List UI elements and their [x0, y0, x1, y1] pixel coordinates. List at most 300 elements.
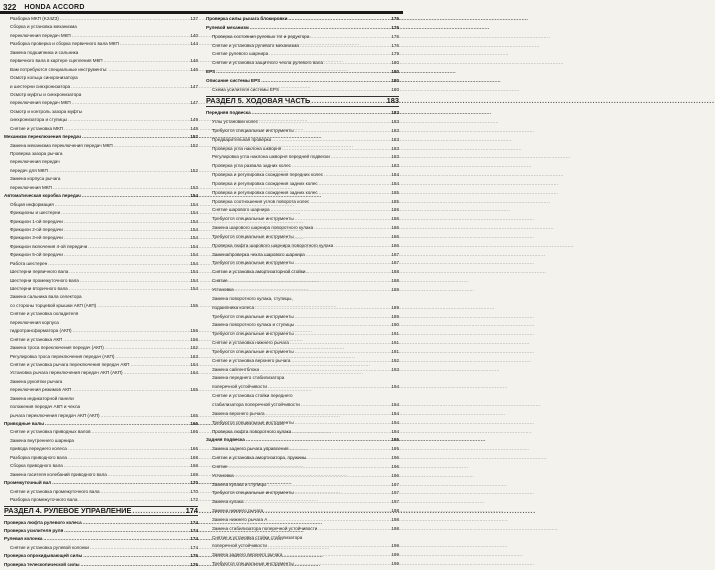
- toc-entry: [4, 345, 198, 351]
- toc-dot-leader: [269, 51, 390, 57]
- header-rule: [0, 11, 403, 14]
- toc-entry-title: Проверка люфта рулевого колеса: [4, 519, 82, 525]
- toc-entry-title: Проверка зазора рычага: [10, 151, 63, 156]
- toc-dot-leader: [268, 543, 390, 549]
- toc-entry-title: Сборка и установка механизма: [10, 24, 77, 30]
- toc-entry-title: Замена кулака и ступицы: [212, 481, 267, 487]
- toc-entry-title: Фрикционы и шестерни: [10, 210, 61, 216]
- toc-entry-title: Требуются специальные инструменты: [212, 260, 294, 266]
- toc-entry: [206, 517, 399, 523]
- toc-entry: [206, 181, 399, 187]
- toc-entry: [4, 252, 198, 258]
- toc-entry-title: РАЗДЕЛ 5. ХОДОВАЯ ЧАСТЬ: [206, 96, 311, 106]
- toc-entry: [206, 340, 399, 346]
- toc-subsection-entry: [4, 134, 198, 140]
- toc-page-number: 187: [391, 251, 399, 257]
- toc-dot-leader: [264, 508, 390, 514]
- toc-page-number: 154: [190, 218, 198, 224]
- toc-entry-title: Снятие и установка промежуточного вала: [10, 488, 100, 494]
- toc-page-number: 192: [391, 357, 399, 363]
- toc-page-number: 186: [391, 233, 399, 239]
- toc-entry: [206, 260, 399, 266]
- toc-entry: [4, 185, 198, 191]
- toc-entry: [4, 109, 198, 115]
- toc-entry-title: и шестерни синхронизатора: [10, 83, 71, 89]
- toc-entry-title: Снятие и установка амортизатора, пружины: [212, 455, 307, 461]
- toc-page-number: 199: [391, 552, 399, 558]
- toc-dot-leader: [235, 473, 391, 479]
- toc-dot-leader: [295, 314, 391, 320]
- toc-page-number: 195: [391, 446, 399, 452]
- toc-entry-title: Фрикцион 3-ей передачи: [10, 235, 63, 241]
- toc-entry: [206, 358, 399, 364]
- toc-dot-leader: [108, 472, 189, 478]
- toc-entry-title: Снятие и установка рулевой колонки: [10, 544, 89, 550]
- toc-dot-leader: [295, 561, 391, 567]
- toc-entry-title: Замена рукоятки рычага: [10, 378, 63, 384]
- toc-dot-leader: [301, 402, 390, 408]
- toc-dot-leader: [271, 207, 391, 213]
- toc-entry-title: РАЗДЕЛ 4. РУЛЕВОЕ УПРАВЛЕНИЕ: [4, 505, 132, 515]
- toc-page-number: 149: [190, 125, 198, 131]
- toc-dot-leader: [124, 370, 190, 376]
- toc-entry: [4, 261, 198, 267]
- toc-page-number: 155: [190, 302, 198, 308]
- toc-dot-leader: [290, 340, 390, 346]
- toc-dot-leader: [310, 199, 390, 205]
- toc-entry-title: Автоматическая коробка передач: [4, 193, 81, 199]
- toc-entry-title: Проверка опрокидывающей силы: [4, 553, 83, 559]
- toc-dot-leader: [334, 243, 390, 249]
- toc-entry-title: Установка рычага переключения передач АКП (АКП): [10, 370, 123, 376]
- toc-entry: [4, 126, 198, 132]
- page-header: [0, 0, 403, 14]
- toc-entry-title: Проверка и регулировка схождения задних колес: [212, 180, 318, 186]
- toc-entry-title: Разборка МКП (K24Z3): [10, 16, 59, 21]
- toc-page-number: 183: [391, 163, 399, 169]
- toc-page-number: 174: [190, 536, 198, 542]
- toc-entry-title: Требуются специальные инструменты: [212, 561, 294, 567]
- toc-dot-leader: [64, 463, 190, 469]
- toc-page-number: 165: [190, 387, 198, 393]
- toc-entry-title: Замена внутреннего шарнира: [10, 437, 74, 443]
- toc-entry: [206, 216, 399, 222]
- toc-entry: [206, 349, 399, 355]
- toc-entry-title: Описание системы EPS: [206, 77, 261, 83]
- toc-entry-title: Шестерни вторичного вала: [10, 286, 68, 291]
- toc-entry-title: Осмотр кольца синхронизатора: [10, 75, 78, 81]
- toc-subsection-entry: [4, 528, 198, 534]
- toc-entry: [206, 429, 399, 435]
- toc-page-number: 186: [391, 216, 399, 222]
- toc-page-number: 176: [190, 553, 198, 559]
- toc-dot-leader: [295, 128, 391, 134]
- toc-dot-leader: [246, 437, 390, 443]
- toc-page-number: 185: [391, 189, 399, 195]
- toc-entry-title: Замена поворотного кулака и ступицы: [212, 322, 295, 328]
- toc-dot-leader: [290, 446, 391, 452]
- toc-entry-title: Замена троса переключения передач (АКП): [10, 345, 104, 351]
- toc-entry: [4, 219, 198, 225]
- toc-left-column: [4, 16, 198, 568]
- toc-page-number: 176: [391, 42, 399, 48]
- toc-dot-leader: [300, 43, 390, 49]
- toc-dot-leader: [216, 69, 390, 75]
- toc-entry: [4, 497, 198, 503]
- toc-entry: [206, 119, 399, 125]
- toc-entry: [206, 51, 399, 57]
- toc-entry: [206, 482, 399, 488]
- toc-dot-leader: [288, 16, 390, 22]
- toc-entry-title: Снятие: [212, 463, 228, 469]
- toc-page-number: 193: [391, 366, 399, 372]
- toc-page-number: 195: [391, 437, 399, 443]
- toc-page-number: 166: [190, 446, 198, 452]
- toc-entry: [4, 328, 198, 334]
- toc-entry-title: Снятие: [212, 278, 228, 284]
- toc-entry: [206, 455, 399, 461]
- toc-entry: [206, 278, 399, 284]
- toc-page-number: 183: [391, 145, 399, 151]
- toc-dot-leader: [268, 384, 390, 390]
- toc-page-number: 154: [190, 260, 198, 266]
- toc-dot-leader: [64, 235, 190, 241]
- toc-entry: [4, 143, 198, 149]
- toc-entry: [4, 210, 198, 216]
- toc-entry: [206, 199, 399, 205]
- toc-entry: [4, 337, 198, 343]
- toc-subsection-entry: [4, 480, 198, 486]
- toc-entry-title: Требуются специальные инструменты: [212, 490, 294, 496]
- toc-entry-title: Работа шестерен: [10, 260, 48, 266]
- toc-section-heading: [206, 96, 399, 107]
- toc-entry-title: Разборка приводного вала: [10, 454, 67, 460]
- toc-entry: [206, 154, 399, 160]
- toc-entry-title: EPS: [206, 69, 216, 75]
- toc-entry-title: Замена нижнего рычага А: [212, 516, 268, 522]
- toc-entry-title: Фрикцион 5-ой передачи: [10, 252, 63, 258]
- toc-entry: [4, 429, 198, 435]
- toc-dot-leader: [291, 358, 390, 364]
- toc-entry-title: Снятие и установка АКП: [10, 336, 63, 342]
- toc-dot-leader: [90, 545, 189, 551]
- toc-entry-title: передач для МКП: [10, 167, 48, 173]
- toc-section-heading: [4, 506, 198, 517]
- toc-page-number: 176: [391, 16, 399, 21]
- toc-dot-leader: [81, 562, 190, 568]
- toc-page-number: 170: [190, 480, 198, 486]
- toc-entry-title: Рулевой механизм: [206, 24, 249, 30]
- toc-page-number: 164: [190, 370, 198, 376]
- toc-entry-title: Требуются специальные инструменты: [212, 233, 294, 239]
- toc-subsection-entry: [4, 520, 198, 526]
- toc-entry-title: привода переднего колеса: [10, 446, 67, 452]
- toc-entry-title: Промежуточный вал: [4, 480, 52, 486]
- toc-entry: [4, 379, 198, 385]
- toc-page-number: 156: [190, 328, 198, 334]
- toc-entry: [4, 58, 198, 64]
- toc-entry: [206, 543, 399, 549]
- toc-page-number: 153: [190, 184, 198, 190]
- toc-page-number: 186: [391, 225, 399, 231]
- toc-entry: [4, 396, 198, 402]
- toc-dot-leader: [72, 387, 189, 393]
- toc-dot-leader: [295, 322, 390, 328]
- toc-dot-leader: [114, 143, 190, 149]
- toc-entry: [206, 402, 399, 408]
- toc-entry: [4, 100, 198, 106]
- toc-page-number: 162: [190, 345, 198, 351]
- toc-page-number: 191: [391, 348, 399, 354]
- toc-dot-leader: [69, 269, 189, 275]
- toc-page-number: 183: [391, 118, 399, 124]
- toc-page-number: 183: [391, 127, 399, 133]
- toc-page-number: 194: [391, 410, 399, 416]
- toc-dot-leader: [259, 119, 390, 125]
- toc-entry: [206, 375, 399, 381]
- toc-entry-title: Установка: [212, 287, 234, 292]
- toc-dot-leader: [267, 482, 390, 488]
- toc-entry-title: Шестерни первичного вала: [10, 269, 69, 275]
- toc-page-number: 163: [190, 353, 198, 359]
- toc-page-number: 172: [190, 496, 198, 502]
- toc-entry: [206, 43, 399, 49]
- toc-page-number: 152: [190, 134, 198, 140]
- toc-dot-leader: [295, 349, 391, 355]
- toc-entry: [4, 455, 198, 461]
- toc-dot-leader: [64, 126, 189, 132]
- toc-entry-title: Снятие и установка верхнего рычага: [212, 357, 291, 363]
- toc-entry-title: поперечной устойчивости: [212, 384, 267, 390]
- toc-entry: [206, 252, 399, 258]
- toc-entry-title: Вам потребуются специальные инструменты:: [10, 66, 108, 72]
- toc-page-number: 144: [190, 41, 198, 47]
- toc-dot-leader: [283, 552, 390, 558]
- toc-entry: [206, 234, 399, 240]
- toc-dot-leader: [235, 287, 391, 293]
- toc-dot-leader: [282, 146, 390, 152]
- toc-dot-leader: [306, 269, 390, 275]
- toc-entry-title: Проверка угла наклона шкворня: [212, 145, 282, 151]
- toc-dot-leader: [63, 337, 189, 343]
- toc-page-number: 198: [391, 525, 399, 531]
- toc-dot-leader: [68, 455, 189, 461]
- toc-dot-leader: [43, 536, 189, 542]
- toc-entry-title: Проверка угла развала задних колес: [212, 163, 291, 169]
- toc-dot-leader: [292, 163, 390, 169]
- toc-entry-title: Замена нижнего рычага: [212, 508, 264, 514]
- toc-page-number: 166: [190, 421, 198, 426]
- toc-entry: [206, 314, 399, 320]
- toc-dot-leader: [55, 202, 190, 208]
- toc-page-number: 166: [190, 429, 198, 435]
- toc-page-number: 152: [190, 142, 198, 148]
- toc-page-number: 154: [190, 252, 198, 258]
- toc-right-column: [206, 16, 399, 568]
- toc-page-number: 137: [190, 16, 198, 21]
- toc-page-number: 196: [391, 463, 399, 469]
- toc-entry-title: Разборка промежуточного вала: [10, 496, 78, 502]
- toc-entry: [4, 387, 198, 393]
- toc-page-number: 154: [190, 226, 198, 232]
- toc-entry-title: Замена поворотного кулака, ступицы,: [212, 295, 293, 301]
- toc-page-number: 198: [391, 516, 399, 522]
- toc-entry: [4, 370, 198, 376]
- toc-dot-leader: [72, 33, 190, 39]
- toc-dot-leader: [97, 303, 189, 309]
- toc-page-number: 194: [391, 419, 399, 425]
- toc-page-number: 186: [391, 242, 399, 248]
- toc-entry-title: Фрикцион включения 4-ой передачи: [10, 243, 88, 249]
- toc-entry-title: Снятие и установка защитного чехла рулевого вала: [212, 60, 324, 66]
- toc-dot-leader: [295, 331, 391, 337]
- toc-page-number: 189: [391, 313, 399, 319]
- toc-entry: [4, 286, 198, 292]
- toc-dot-leader: [64, 252, 190, 258]
- toc-dot-leader: [245, 499, 391, 505]
- toc-entry: [4, 159, 198, 165]
- toc-entry-title: переключения передач МКП: [10, 100, 71, 106]
- toc-entry: [4, 472, 198, 478]
- toc-dot-leader: [45, 421, 189, 427]
- toc-entry-title: Требуются специальные инструменты: [212, 419, 294, 425]
- toc-dot-leader: [295, 490, 391, 496]
- toc-entry: [4, 294, 198, 300]
- toc-entry: [206, 384, 399, 390]
- toc-page-number: 140: [190, 32, 198, 38]
- toc-page-number: 154: [190, 269, 198, 275]
- toc-page-number: 164: [190, 361, 198, 367]
- toc-entry: [4, 50, 198, 56]
- toc-entry: [4, 362, 198, 368]
- toc-entry-title: Замена механизма переключения передач МКП: [10, 142, 113, 148]
- toc-entry: [206, 243, 399, 249]
- toc-entry-title: переключения передач МКП: [10, 32, 71, 38]
- toc-entry: [4, 24, 198, 30]
- toc-page-number: 189: [391, 287, 399, 292]
- toc-page-number: 149: [190, 117, 198, 123]
- toc-dot-leader: [68, 446, 190, 452]
- toc-entry: [206, 60, 399, 66]
- toc-entry-title: первичного вала в картере сцепления МКП: [10, 58, 103, 64]
- toc-subsection-entry: [206, 78, 399, 84]
- toc-entry-title: Замена гасителя колебаний приводного вала: [10, 471, 107, 477]
- toc-entry: [4, 354, 198, 360]
- toc-page-number: 146: [190, 58, 198, 64]
- toc-page-number: 165: [190, 412, 198, 418]
- toc-entry-title: Снятие и установка охладителя: [10, 311, 79, 317]
- toc-entry-title: Замена переднего стабилизатора: [212, 375, 285, 381]
- toc-entry-title: Замена корпуса рычага: [10, 176, 61, 182]
- toc-dot-leader: [101, 489, 190, 495]
- toc-subsection-entry: [206, 16, 399, 22]
- toc-entry: [206, 393, 399, 399]
- toc-dot-leader: [88, 244, 189, 250]
- toc-entry-title: Проверка люфта шарового шарнира поворотного кулака: [212, 242, 334, 248]
- toc-page-number: 191: [391, 331, 399, 337]
- toc-page-number: 180: [391, 77, 399, 83]
- toc-subsection-entry: [4, 553, 198, 559]
- toc-entry: [4, 446, 198, 452]
- toc-entry-title: Требуются специальные инструменты: [212, 331, 294, 337]
- toc-page-number: 168: [190, 454, 198, 460]
- toc-page-number: 152: [190, 167, 198, 173]
- toc-dot-leader: [49, 168, 190, 174]
- toc-page-number: 191: [391, 340, 399, 346]
- toc-page-number: 183: [391, 136, 399, 142]
- toc-page-number: 146: [190, 66, 198, 72]
- toc-dot-leader: [260, 367, 390, 373]
- toc-dot-leader: [80, 278, 189, 284]
- toc-page-number: 147: [190, 83, 198, 89]
- toc-page-number: 154: [190, 235, 198, 241]
- toc-entry-title: Замена шарового шарнира поворотного кулака: [212, 225, 314, 231]
- toc-dot-leader: [64, 227, 190, 233]
- toc-dot-leader: [280, 87, 390, 93]
- toc-entry: [4, 463, 198, 469]
- toc-dot-leader: [132, 507, 184, 516]
- toc-dot-leader: [306, 252, 391, 258]
- toc-entry-title: Фрикцион 2-ой передачи: [10, 226, 63, 232]
- toc-entry: [206, 420, 399, 426]
- toc-subsection-entry: [206, 437, 399, 443]
- toc-entry-title: Проверка соотношения углов поворота колес: [212, 198, 310, 204]
- toc-page-number: 185: [391, 198, 399, 204]
- toc-dot-leader: [255, 305, 390, 311]
- toc-entry-title: Замена индикаторной панели: [10, 395, 74, 401]
- toc-entry: [206, 190, 399, 196]
- toc-page-number: 183: [391, 154, 399, 160]
- toc-entry-title: переключения режимов АКП: [10, 387, 72, 393]
- toc-entry: [206, 552, 399, 558]
- toc-entry: [4, 269, 198, 275]
- toc-page-number: 179: [391, 51, 399, 57]
- toc-entry: [206, 464, 399, 470]
- toc-entry-title: Общая информация: [10, 201, 54, 207]
- toc-entry: [206, 87, 399, 93]
- toc-dot-leader: [104, 58, 190, 64]
- toc-entry-title: Снятие и установка стойки переднего: [212, 393, 293, 399]
- page-number: 322: [3, 2, 17, 12]
- toc-entry: [4, 117, 198, 123]
- toc-entry-title: переключения МКП: [10, 184, 52, 190]
- toc-dot-leader: [115, 354, 189, 360]
- toc-entry-title: Регулировка угла наклона шкворня передней подвески: [212, 154, 330, 160]
- toc-page-number: 154: [190, 277, 198, 283]
- toc-entry: [4, 320, 198, 326]
- toc-entry-title: Снятие и установка нижнего рычага: [212, 340, 289, 346]
- toc-entry-title: Углы установки колес: [212, 118, 259, 124]
- toc-dot-leader: [272, 137, 390, 143]
- toc-dot-leader: [130, 362, 189, 368]
- toc-dot-leader: [266, 411, 391, 417]
- toc-entry: [206, 305, 399, 311]
- toc-page-number: 199: [391, 543, 399, 549]
- toc-dot-leader: [92, 429, 190, 435]
- toc-page-number: 198: [391, 508, 399, 514]
- toc-page-number: 184: [391, 172, 399, 178]
- toc-entry-title: Проверка и регулировка схождения задних колес: [212, 189, 318, 195]
- toc-entry: [206, 490, 399, 496]
- toc-entry-title: стабилизатора поперечной устойчивости: [212, 401, 300, 407]
- toc-dot-leader: [71, 84, 189, 90]
- toc-entry: [206, 322, 399, 328]
- toc-entry: [206, 269, 399, 275]
- toc-entry-title: Фрикцион 1-ой передачи: [10, 218, 63, 224]
- toc-dot-leader: [292, 429, 390, 435]
- toc-dot-leader: [295, 234, 391, 240]
- toc-entry-title: Замена подшипника и сальника: [10, 49, 79, 55]
